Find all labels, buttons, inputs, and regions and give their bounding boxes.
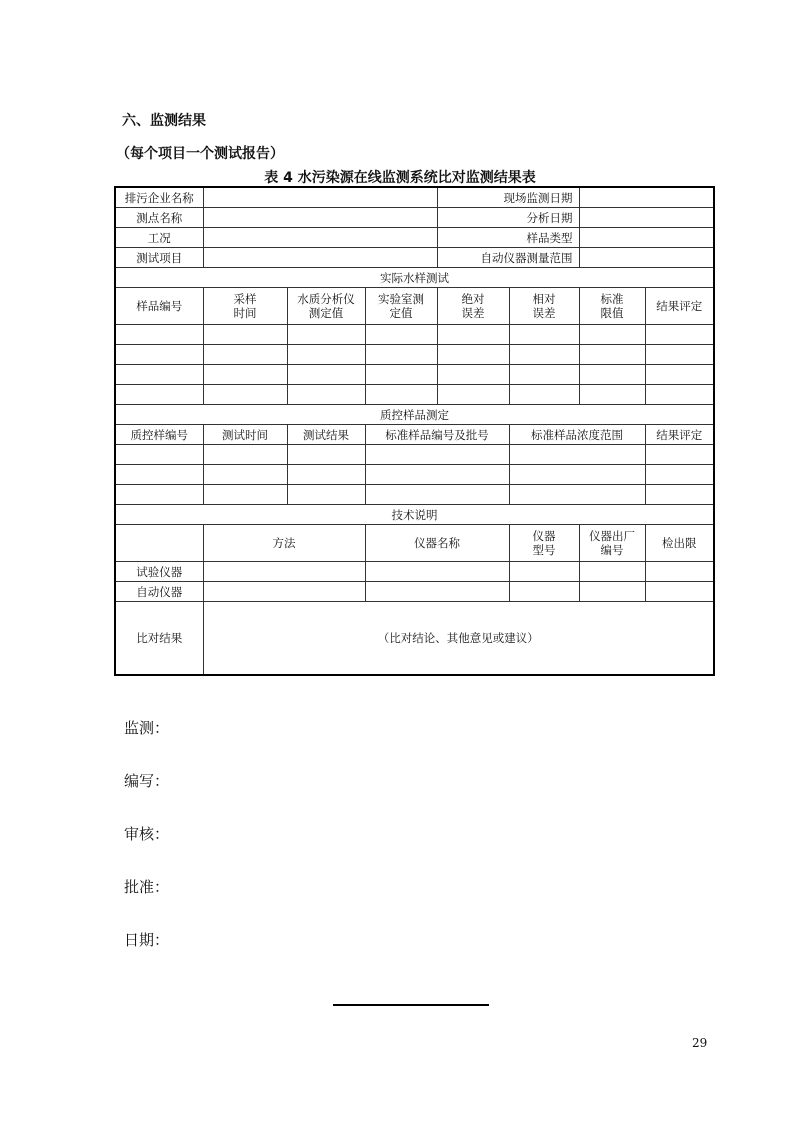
tech-section-title: 技术说明 bbox=[115, 505, 714, 525]
data-cell[interactable] bbox=[203, 325, 287, 345]
data-cell[interactable] bbox=[645, 582, 714, 602]
data-cell[interactable] bbox=[645, 325, 714, 345]
report-note: （每个项目一个测试报告） bbox=[116, 146, 284, 162]
water-section-title: 实际水样测试 bbox=[115, 268, 714, 288]
data-cell[interactable] bbox=[287, 345, 365, 365]
data-cell[interactable] bbox=[509, 365, 579, 385]
data-cell[interactable] bbox=[203, 562, 365, 582]
data-cell[interactable] bbox=[509, 325, 579, 345]
data-cell[interactable] bbox=[579, 562, 645, 582]
qc-section-title: 质控样品测定 bbox=[115, 405, 714, 425]
col-header: 仪器 型号 bbox=[509, 525, 579, 562]
signature-reviewer: 审核： bbox=[124, 825, 170, 843]
data-cell[interactable] bbox=[115, 465, 203, 485]
info-row bbox=[115, 187, 714, 208]
info-value-cell[interactable] bbox=[579, 187, 714, 208]
col-header: 质控样编号 bbox=[115, 425, 203, 445]
data-cell[interactable] bbox=[579, 365, 645, 385]
info-label: 工况 bbox=[115, 228, 203, 248]
data-cell[interactable] bbox=[365, 485, 509, 505]
data-cell[interactable] bbox=[509, 345, 579, 365]
col-header: 采样 时间 bbox=[203, 288, 287, 325]
row-label: 试验仪器 bbox=[115, 562, 203, 582]
data-cell[interactable] bbox=[437, 365, 509, 385]
col-header: 测试结果 bbox=[287, 425, 365, 445]
comparison-content[interactable]: （比对结论、其他意见或建议） bbox=[203, 602, 714, 676]
data-cell[interactable] bbox=[287, 385, 365, 405]
data-cell[interactable] bbox=[645, 465, 714, 485]
footer-divider bbox=[333, 1004, 489, 1006]
qc-data-row bbox=[115, 445, 714, 465]
data-cell[interactable] bbox=[579, 345, 645, 365]
col-header: 绝对 误差 bbox=[437, 288, 509, 325]
section-title: 六、监测结果 bbox=[122, 113, 206, 129]
col-header: 仪器出厂 编号 bbox=[579, 525, 645, 562]
info-value-cell[interactable] bbox=[203, 208, 437, 228]
comparison-label: 比对结果 bbox=[115, 602, 203, 676]
col-header: 标准样品浓度范围 bbox=[509, 425, 645, 445]
signature-monitor: 监测： bbox=[124, 719, 170, 737]
monitoring-results-table bbox=[114, 186, 715, 676]
data-cell[interactable] bbox=[437, 345, 509, 365]
info-value-cell[interactable] bbox=[579, 208, 714, 228]
data-cell[interactable] bbox=[287, 325, 365, 345]
data-cell[interactable] bbox=[365, 345, 437, 365]
data-cell[interactable] bbox=[365, 365, 437, 385]
qc-data-row bbox=[115, 465, 714, 485]
data-cell[interactable] bbox=[203, 485, 287, 505]
data-cell[interactable] bbox=[203, 582, 365, 602]
data-cell[interactable] bbox=[115, 485, 203, 505]
info-label: 测点名称 bbox=[115, 208, 203, 228]
col-header: 检出限 bbox=[645, 525, 714, 562]
info-row bbox=[115, 208, 714, 228]
col-header: 标准 限值 bbox=[579, 288, 645, 325]
section-header-row bbox=[115, 405, 714, 425]
data-cell[interactable] bbox=[203, 445, 287, 465]
data-cell[interactable] bbox=[509, 562, 579, 582]
data-cell[interactable] bbox=[645, 485, 714, 505]
signature-writer: 编写： bbox=[124, 772, 170, 790]
info-label: 样品类型 bbox=[437, 228, 579, 248]
data-cell[interactable] bbox=[509, 385, 579, 405]
col-header: 实验室测 定值 bbox=[365, 288, 437, 325]
data-cell[interactable] bbox=[509, 485, 645, 505]
data-cell[interactable] bbox=[115, 365, 203, 385]
info-label: 自动仪器测量范围 bbox=[437, 248, 579, 268]
data-cell[interactable] bbox=[203, 345, 287, 365]
water-data-row bbox=[115, 365, 714, 385]
col-header: 样品编号 bbox=[115, 288, 203, 325]
info-label: 现场监测日期 bbox=[437, 187, 579, 208]
qc-data-row bbox=[115, 485, 714, 505]
data-cell[interactable] bbox=[509, 465, 645, 485]
qc-header-row bbox=[115, 425, 714, 445]
col-header: 结果评定 bbox=[645, 425, 714, 445]
empty-header-cell bbox=[115, 525, 203, 562]
data-cell[interactable] bbox=[115, 445, 203, 465]
data-cell[interactable] bbox=[115, 345, 203, 365]
data-cell[interactable] bbox=[287, 365, 365, 385]
data-cell[interactable] bbox=[365, 562, 509, 582]
info-label: 分析日期 bbox=[437, 208, 579, 228]
data-cell[interactable] bbox=[365, 582, 509, 602]
data-cell[interactable] bbox=[579, 385, 645, 405]
info-label: 排污企业名称 bbox=[115, 187, 203, 208]
data-cell[interactable] bbox=[437, 325, 509, 345]
data-cell[interactable] bbox=[645, 345, 714, 365]
data-cell[interactable] bbox=[115, 325, 203, 345]
data-cell[interactable] bbox=[287, 445, 365, 465]
page-number: 29 bbox=[692, 1036, 708, 1050]
info-value-cell[interactable] bbox=[579, 248, 714, 268]
data-cell[interactable] bbox=[203, 365, 287, 385]
info-value-cell[interactable] bbox=[203, 187, 437, 208]
info-value-cell[interactable] bbox=[203, 228, 437, 248]
data-cell[interactable] bbox=[579, 325, 645, 345]
col-header: 测试时间 bbox=[203, 425, 287, 445]
info-value-cell[interactable] bbox=[579, 228, 714, 248]
water-data-row bbox=[115, 345, 714, 365]
water-data-row bbox=[115, 325, 714, 345]
col-header: 相对 误差 bbox=[509, 288, 579, 325]
data-cell[interactable] bbox=[509, 582, 579, 602]
info-label: 测试项目 bbox=[115, 248, 203, 268]
info-value-cell[interactable] bbox=[203, 248, 437, 268]
tech-data-row bbox=[115, 582, 714, 602]
data-cell[interactable] bbox=[287, 485, 365, 505]
data-cell[interactable] bbox=[365, 385, 437, 405]
data-cell[interactable] bbox=[365, 465, 509, 485]
col-header: 仪器名称 bbox=[365, 525, 509, 562]
data-cell[interactable] bbox=[645, 445, 714, 465]
info-row bbox=[115, 228, 714, 248]
comparison-row bbox=[115, 602, 714, 676]
col-header: 标准样品编号及批号 bbox=[365, 425, 509, 445]
data-cell[interactable] bbox=[645, 562, 714, 582]
col-header: 结果评定 bbox=[645, 288, 714, 325]
data-cell[interactable] bbox=[115, 385, 203, 405]
data-cell[interactable] bbox=[287, 465, 365, 485]
data-cell[interactable] bbox=[365, 445, 509, 465]
data-cell[interactable] bbox=[509, 445, 645, 465]
table-title: 表 4 水污染源在线监测系统比对监测结果表 bbox=[264, 170, 536, 186]
section-header-row bbox=[115, 268, 714, 288]
tech-header-row bbox=[115, 525, 714, 562]
water-data-row bbox=[115, 385, 714, 405]
data-cell[interactable] bbox=[579, 582, 645, 602]
tech-data-row bbox=[115, 562, 714, 582]
col-header: 水质分析仪 测定值 bbox=[287, 288, 365, 325]
water-header-row bbox=[115, 288, 714, 325]
data-cell[interactable] bbox=[437, 385, 509, 405]
col-header: 方法 bbox=[203, 525, 365, 562]
row-label: 自动仪器 bbox=[115, 582, 203, 602]
section-header-row bbox=[115, 505, 714, 525]
info-row bbox=[115, 248, 714, 268]
data-cell[interactable] bbox=[203, 385, 287, 405]
signature-approver: 批准： bbox=[124, 878, 170, 896]
signature-date: 日期： bbox=[124, 931, 170, 949]
data-cell[interactable] bbox=[645, 385, 714, 405]
data-cell[interactable] bbox=[365, 325, 437, 345]
data-cell[interactable] bbox=[645, 365, 714, 385]
data-cell[interactable] bbox=[203, 465, 287, 485]
